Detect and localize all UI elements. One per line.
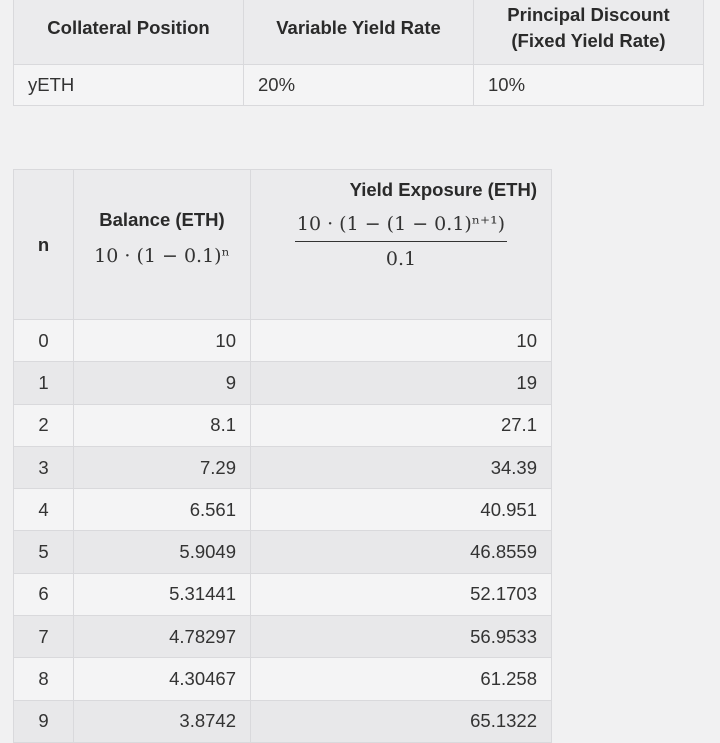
cell-balance: 7.29 — [74, 446, 251, 488]
cell-n: 8 — [14, 658, 74, 700]
cell-yield-exposure: 52.1703 — [251, 573, 552, 615]
cell-yield-exposure: 65.1322 — [251, 700, 552, 742]
cell-balance: 5.31441 — [74, 573, 251, 615]
cell-balance: 8.1 — [74, 404, 251, 446]
header-principal-discount-text: Principal Discount (Fixed Yield Rate) — [507, 3, 670, 51]
header-balance — [74, 170, 251, 320]
table-row — [14, 616, 552, 658]
cell-n: 7 — [14, 616, 74, 658]
yield-formula-fraction — [295, 213, 507, 270]
yield-formula — [251, 213, 551, 270]
cell-variable-rate: 20% — [244, 65, 474, 106]
cell-n: 5 — [14, 531, 74, 573]
yield-table-body — [14, 320, 552, 743]
cell-principal-discount: 10% — [474, 65, 704, 106]
table-row — [14, 531, 552, 573]
cell-balance: 9 — [74, 362, 251, 404]
cell-yield-exposure: 27.1 — [251, 404, 552, 446]
yield-formula-numerator: 10 · (1 − (1 − 0.1)ⁿ⁺¹) — [295, 213, 507, 242]
balance-formula: 10 · (1 − 0.1)ⁿ — [94, 244, 230, 267]
yield-header-row — [14, 170, 552, 320]
cell-balance: 4.30467 — [74, 658, 251, 700]
cell-balance: 4.78297 — [74, 616, 251, 658]
cell-balance: 6.561 — [74, 489, 251, 531]
header-variable-yield-rate: Variable Yield Rate — [244, 0, 474, 65]
header-collateral-position: Collateral Position — [14, 0, 244, 65]
table-row — [14, 489, 552, 531]
yield-formula-denominator: 0.1 — [385, 248, 417, 270]
cell-n: 0 — [14, 320, 74, 362]
table-row — [14, 404, 552, 446]
cell-n: 1 — [14, 362, 74, 404]
cell-yield-exposure: 40.951 — [251, 489, 552, 531]
collateral-table — [13, 0, 704, 106]
cell-yield-exposure: 46.8559 — [251, 531, 552, 573]
cell-n: 9 — [14, 700, 74, 742]
header-yield-title: Yield Exposure (ETH) — [349, 179, 537, 200]
header-n: n — [14, 170, 74, 320]
table-row — [14, 658, 552, 700]
cell-balance: 3.8742 — [74, 700, 251, 742]
collateral-header-row — [14, 0, 704, 65]
cell-collateral: yETH — [14, 65, 244, 106]
cell-balance: 10 — [74, 320, 251, 362]
table-row — [14, 700, 552, 742]
cell-yield-exposure: 61.258 — [251, 658, 552, 700]
table-row — [14, 65, 704, 106]
cell-yield-exposure: 10 — [251, 320, 552, 362]
cell-balance: 5.9049 — [74, 531, 251, 573]
cell-n: 4 — [14, 489, 74, 531]
cell-n: 3 — [14, 446, 74, 488]
header-principal-discount — [474, 0, 704, 65]
cell-yield-exposure: 19 — [251, 362, 552, 404]
header-yield-exposure — [251, 170, 552, 320]
table-row — [14, 573, 552, 615]
cell-n: 6 — [14, 573, 74, 615]
table-row — [14, 320, 552, 362]
cell-yield-exposure: 56.9533 — [251, 616, 552, 658]
cell-yield-exposure: 34.39 — [251, 446, 552, 488]
cell-n: 2 — [14, 404, 74, 446]
yield-exposure-table — [13, 169, 552, 743]
table-row — [14, 362, 552, 404]
table-row — [14, 446, 552, 488]
header-balance-title: Balance (ETH) — [99, 208, 225, 230]
